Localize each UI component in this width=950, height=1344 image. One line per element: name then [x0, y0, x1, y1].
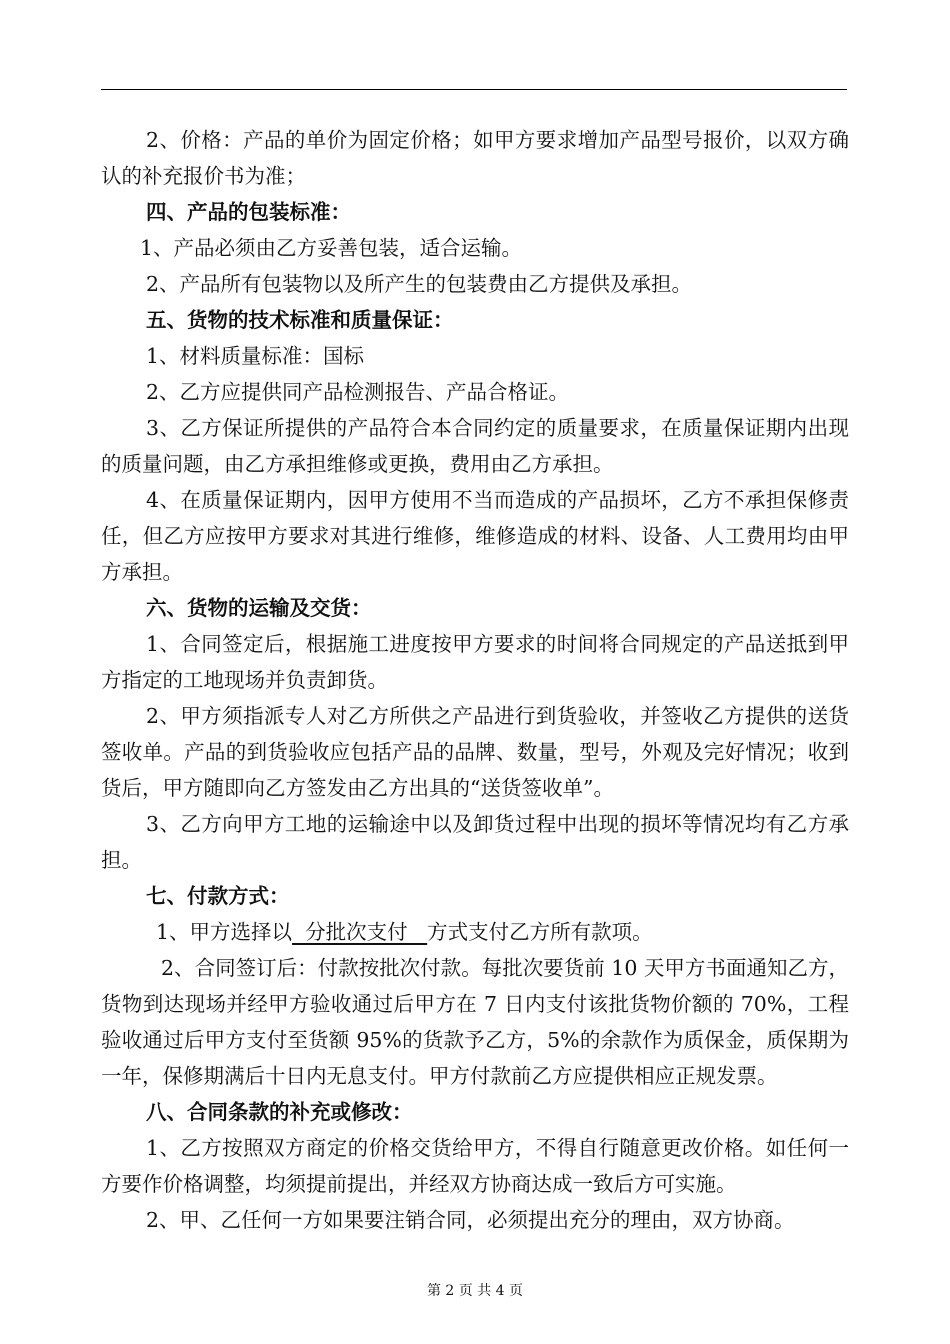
s7-item-1 [101, 914, 849, 950]
header-rule [101, 89, 847, 90]
s5-item-3: 3、乙方保证所提供的产品符合本合同约定的质量要求，在质量保证期内出现的质量问题，由乙方承担维修或更换，费用由乙方承担。 [101, 416, 849, 476]
payment-method-blank: 分批次支付 [292, 920, 428, 944]
s4-item-1: 1、产品必须由乙方妥善包装，适合运输。 [140, 236, 523, 260]
s8-heading: 八、合同条款的补充或修改： [146, 1100, 413, 1124]
s3-item-2: 2、价格：产品的单价为固定价格；如甲方要求增加产品型号报价，以双方确认的补充报价书为准； [101, 128, 849, 188]
s4-heading: 四、产品的包装标准： [146, 200, 351, 224]
s6-item-3: 3、乙方向甲方工地的运输途中以及卸货过程中出现的损坏等情况均有乙方承担。 [101, 812, 849, 872]
s5-item-2: 2、乙方应提供同产品检测报告、产品合格证。 [146, 380, 570, 404]
s5-item-4: 4、在质量保证期内，因甲方使用不当而造成的产品损坏，乙方不承担保修责任，但乙方应按甲方要求对其进行维修，维修造成的材料、设备、人工费用均由甲方承担。 [101, 488, 849, 584]
s4-item-2: 2、产品所有包装物以及所产生的包装费由乙方提供及承担。 [146, 272, 693, 296]
s6-item-2: 2、甲方须指派专人对乙方所供之产品进行到货验收，并签收乙方提供的送货签收单。产品的到货验收应包括产品的品牌、数量，型号，外观及完好情况；收到货后，甲方随即向乙方签发由乙方出具的“送货签收单”。 [101, 704, 849, 800]
page-number: 第 2 页 共 4 页 [426, 1283, 524, 1299]
s8-item-2: 2、甲、乙任何一方如果要注销合同，必须提出充分的理由，双方协商。 [146, 1208, 795, 1232]
s7-heading: 七、付款方式： [146, 884, 290, 908]
s6-item-1: 1、合同签定后，根据施工进度按甲方要求的时间将合同规定的产品送抵到甲方指定的工地现场并负责卸货。 [101, 632, 849, 692]
s6-heading: 六、货物的运输及交货： [146, 596, 372, 620]
s7-item-1-suffix: 方式支付乙方所有款项。 [427, 920, 653, 944]
s5-item-1: 1、材料质量标准：国标 [146, 344, 365, 368]
s7-item-2: 2、合同签订后：付款按批次付款。每批次要货前 10 天甲方书面通知乙方，货物到达现场并经甲方验收通过后甲方在 7 日内支付该批货物价额的 70%，工程验收通过后甲方支付至货额 95%的货款予乙方，5%的余款作为质保金，质保期为一年，保修期满后十日内无息支付。甲方付款前乙方应提供相应正规发票。 [101, 956, 849, 1088]
s5-heading: 五、货物的技术标准和质量保证： [146, 308, 454, 332]
s8-item-1: 1、乙方按照双方商定的价格交货给甲方，不得自行随意更改价格。如任何一方要作价格调整，均须提前提出，并经双方协商达成一致后方可实施。 [101, 1136, 849, 1196]
s7-item-1-prefix: 1、甲方选择以 [156, 920, 293, 944]
